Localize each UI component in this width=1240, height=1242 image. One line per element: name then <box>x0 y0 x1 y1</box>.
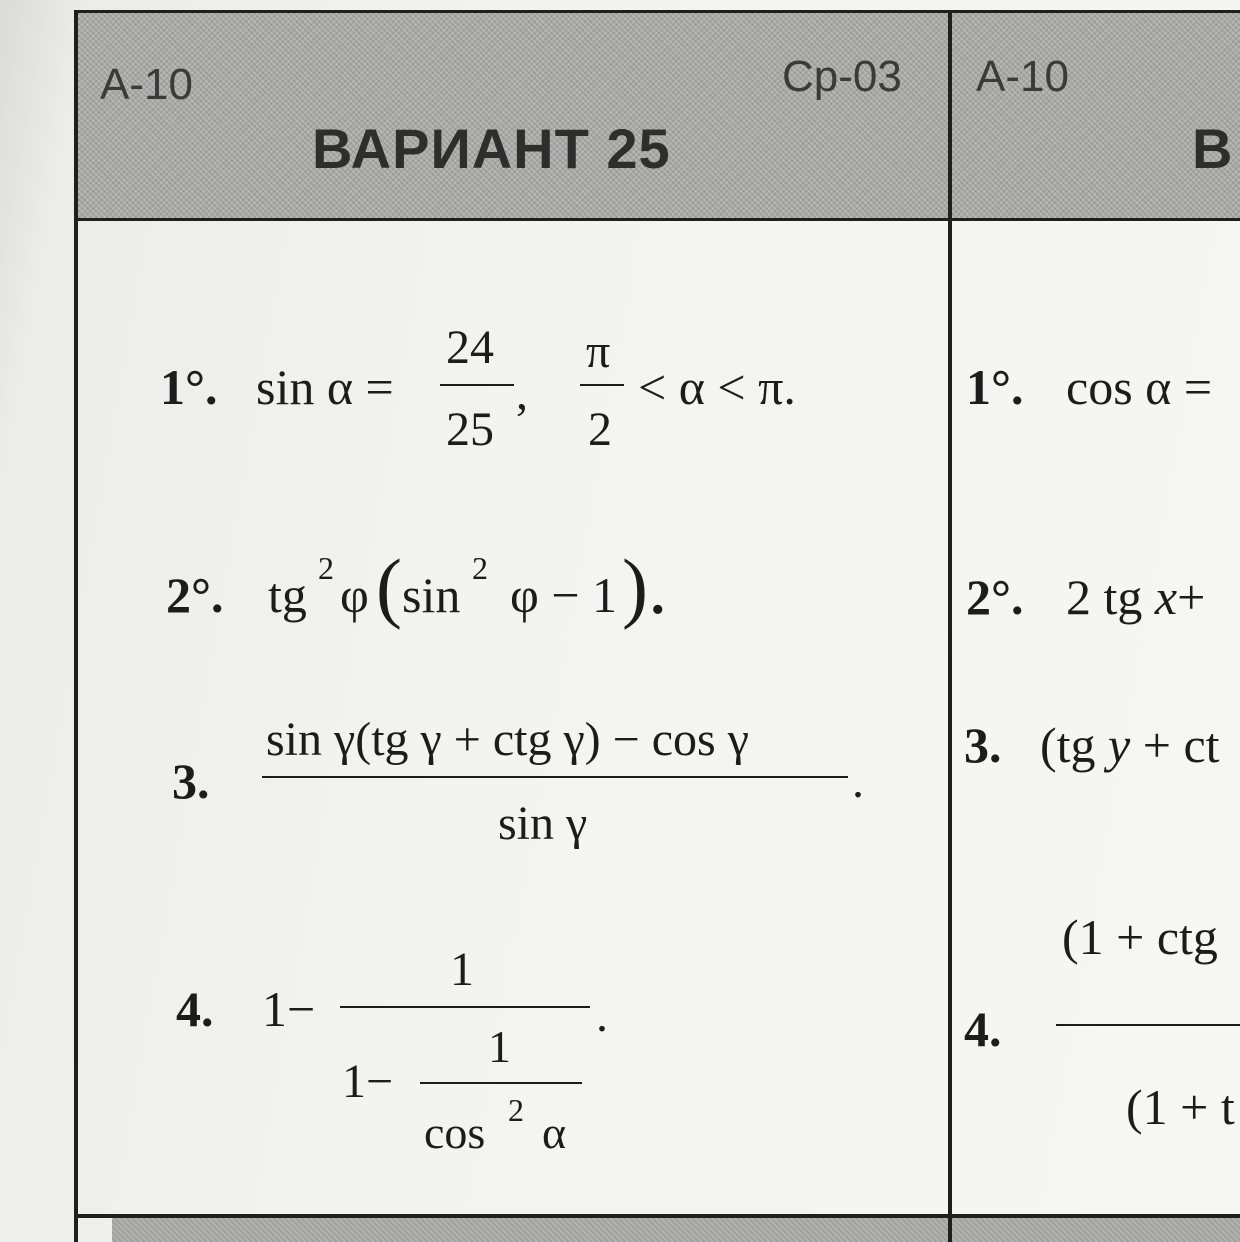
problem-4-one-minus: 1− <box>262 981 316 1037</box>
problem-2-rest: φ − 1 <box>510 567 618 623</box>
problem-1-lhs: sin α = <box>256 359 394 415</box>
next-problem-4-bar <box>1056 1024 1240 1026</box>
table-left-border <box>74 10 78 1242</box>
problem-1-inequality: < α < π. <box>638 359 796 415</box>
table-row-border <box>78 1214 1240 1218</box>
problem-4-outer-numerator: 1 <box>450 943 474 996</box>
next-problem-3-label: 3. <box>964 717 1002 773</box>
work-code: Ср-03 <box>782 52 902 101</box>
next-problem-4-label: 4. <box>964 1001 1002 1057</box>
next-problem-1-label: 1°. <box>966 359 1024 415</box>
problem-2-exp-1: 2 <box>318 550 334 586</box>
problem-4-outer-bar <box>340 1006 590 1008</box>
problem-3-period: . <box>852 755 864 808</box>
problem-3-numerator: sin γ(tg γ + ctg γ) − cos γ <box>266 713 749 766</box>
class-code: А-10 <box>100 60 193 109</box>
next-problem-4-numerator: (1 + ctg <box>1062 909 1218 965</box>
problem-3-label: 3. <box>172 753 210 809</box>
problem-2-sin: sin <box>402 567 461 623</box>
problem-4-inner-bar <box>420 1082 582 1084</box>
problem-4-inner-alpha: α <box>542 1107 567 1158</box>
next-problem-2-label: 2°. <box>966 569 1024 625</box>
column-divider <box>948 10 952 1242</box>
problem-2-label: 2°. <box>166 567 224 623</box>
fraction-2-bar <box>580 384 624 386</box>
next-variant-band <box>112 1218 1240 1242</box>
header-bottom-border <box>78 218 1240 221</box>
problem-4-label: 4. <box>176 981 214 1037</box>
problem-2-close-paren: ). <box>622 543 668 630</box>
problem-4-inner-exp: 2 <box>508 1092 524 1128</box>
problem-2-tg: tg <box>268 567 307 623</box>
problem-4-inner-numerator: 1 <box>488 1021 511 1072</box>
problem-4-inner-cos: cos <box>424 1107 486 1158</box>
fraction-1-numerator: 24 <box>446 321 494 374</box>
problem-2-exp-2: 2 <box>472 550 488 586</box>
problem-3-denominator: sin γ <box>498 797 588 850</box>
fraction-2-denominator: 2 <box>588 403 612 456</box>
variant-title: ВАРИАНТ 25 <box>312 117 671 180</box>
next-problem-1-text: cos α = <box>1066 359 1213 415</box>
problem-4-period: . <box>596 989 608 1042</box>
fraction-1-denominator: 25 <box>446 403 494 456</box>
fraction-1-comma: , <box>516 367 528 420</box>
next-problem-2-text: 2 tg x+ <box>1066 569 1206 625</box>
table-top-border <box>74 10 1240 13</box>
next-problem-3-text: (tg y + ct <box>1040 717 1220 773</box>
problem-2-phi: φ <box>340 567 369 623</box>
problem-2-open-paren: ( <box>376 543 402 630</box>
next-problem-4-denominator: (1 + t <box>1126 1079 1235 1135</box>
problem-1-label: 1°. <box>160 359 218 415</box>
next-variant-title: В <box>1192 117 1234 180</box>
problem-3-fraction-bar <box>262 776 848 778</box>
problem-4-inner-one-minus: 1− <box>342 1055 394 1108</box>
fraction-1-bar <box>440 384 514 386</box>
fraction-2-numerator: π <box>586 325 611 378</box>
next-class-code: А-10 <box>976 52 1069 101</box>
